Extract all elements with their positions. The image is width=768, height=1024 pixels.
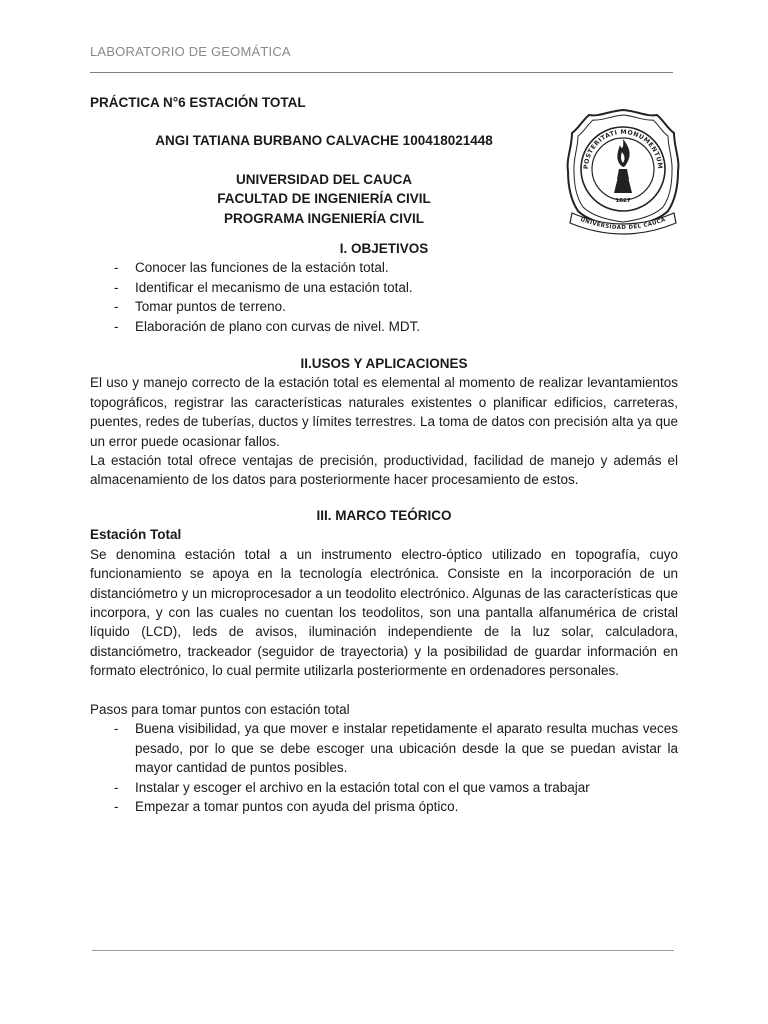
list-item: - Instalar y escoger el archivo en la estación total con el que vamos a trabajar [90,778,678,797]
university-seal-icon [562,107,684,237]
framework-heading: III. MARCO TEÓRICO [316,508,452,523]
uses-heading: II.USOS Y APLICACIONES [300,356,468,371]
university-name: UNIVERSIDAD DEL CAUCA [235,171,412,187]
steps-intro: Pasos para tomar puntos con estación total [90,702,350,718]
seal-motto: POSTERITATI MONUMENTUM [582,128,664,170]
framework-paragraph: Se denomina estación total a un instrumento electro-óptico utilizado en topografía, cuyo funcionamiento se apoya en la tecnología electrónica. Consiste en la incorporación de un distanciómetro y un microprocesador a un teodolito electrónico. Algunas de las características que incorpora, y con las cuales no cuentan los teodolitos, son una pantalla alfanumérica de cristal líquido (LCD), leds de avisos, iluminación independiente de la luz solar, calculadora, distanciómetro, trackeador (seguidor de trayectoria) y la posibilidad de guardar información en formato electrónico, lo cual permite utilizarla posteriormente en ordenadores personales. [90,546,678,679]
list-item: - Identificar el mecanismo de una estación total. [90,278,678,297]
author-line: ANGI TATIANA BURBANO CALVACHE 100418021448 [155,133,493,148]
framework-section [90,506,678,816]
steps-list [90,719,678,816]
uses-paragraph: El uso y manejo correcto de la estación total es elemental al momento de realizar levantamientos topográficos, registrar las características naturales existentes o planificar edificios, carreteras, puentes, redes de tuberías, ductos y límites terrestres. La toma de datos con precisión alta ya que un error puede ocasionar fallos. [90,375,678,449]
objectives-section [90,239,678,336]
objectives-list [90,258,678,336]
list-item: - Buena visibilidad, ya que mover e instalar repetidamente el aparato resulta muchas veces pesado, por lo que se debe escoger una ubicación desde la que se puedan avistar la mayor cantidad de puntos posibles. [90,719,678,777]
footer-divider [92,950,674,951]
title-block [90,131,558,228]
header-divider [90,72,673,73]
uses-section [90,354,678,490]
objectives-heading: I. OBJETIVOS [339,241,429,256]
program-name: PROGRAMA INGENIERÍA CIVIL [223,210,424,226]
document-body [90,93,678,815]
list-item: - Conocer las funciones de la estación total. [90,258,678,277]
uses-paragraph: La estación total ofrece ventajas de precisión, productividad, facilidad de manejo y además el almacenamiento de los datos para posteriormente hacer procesamiento de estos. [90,453,678,488]
faculty-name: FACULTAD DE INGENIERÍA CIVIL [217,191,431,207]
practice-title: PRÁCTICA N°6 ESTACIÓN TOTAL [90,95,306,110]
seal-band-text: UNIVERSIDAD DEL CAUCA [579,216,667,232]
seal-year: 1827 [615,198,631,204]
list-item: - Empezar a tomar puntos con ayuda del prisma óptico. [90,797,678,816]
list-item: - Tomar puntos de terreno. [90,297,678,316]
list-item: - Elaboración de plano con curvas de nivel. MDT. [90,317,678,336]
framework-subheading: Estación Total [90,527,182,543]
page-header: LABORATORIO DE GEOMÁTICA [90,44,291,59]
